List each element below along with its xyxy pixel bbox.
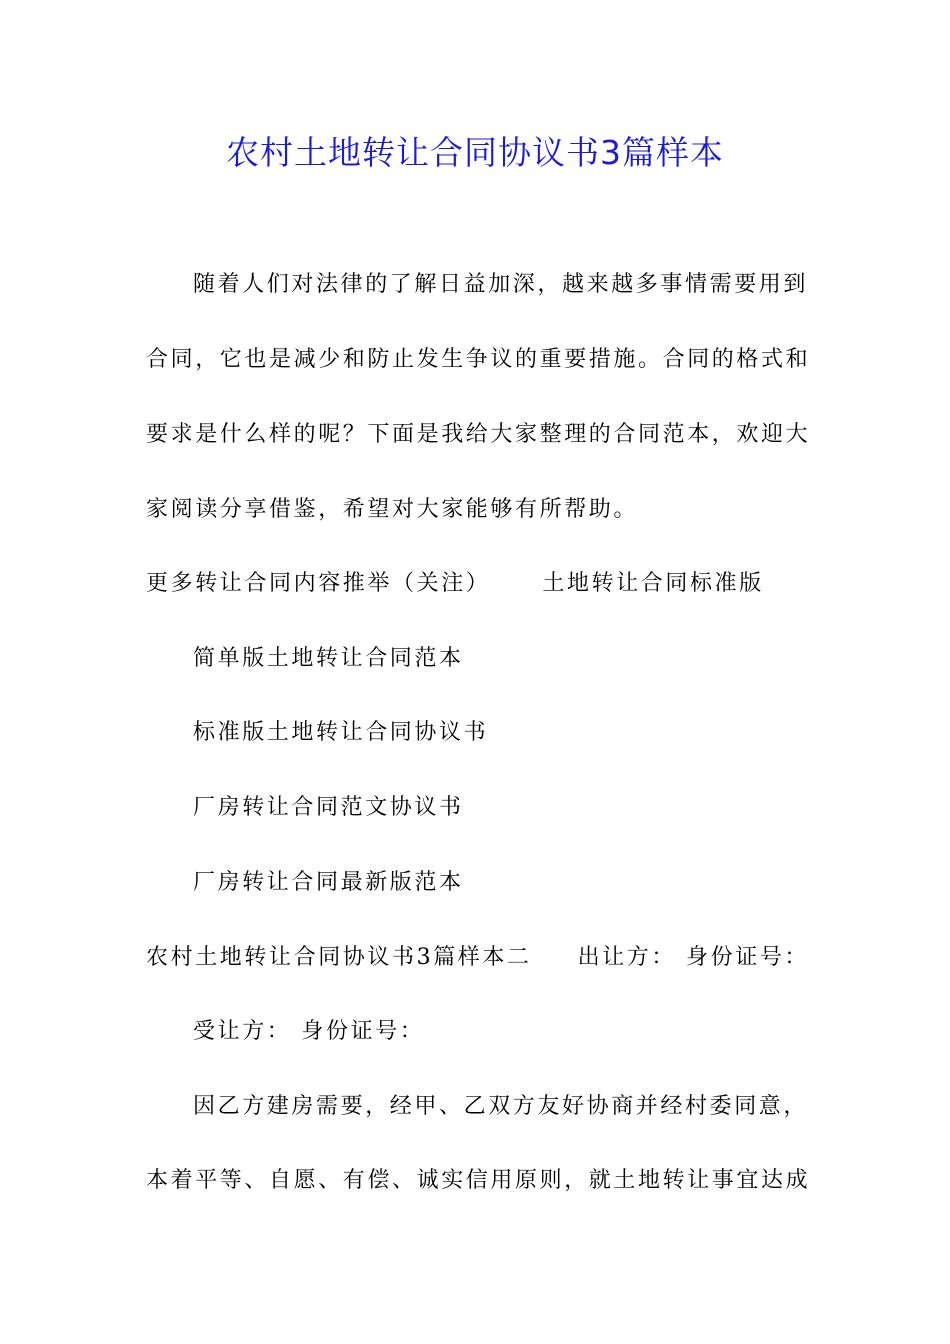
transferor-label: 出让方： [577,945,677,970]
intro-line-4: 家阅读分享借鉴，希望对大家能够有所帮助。 [146,497,639,522]
body-line-1: 因乙方建房需要，经甲、乙双方友好协商并经村委同意， [193,1094,809,1119]
transferee-id-label: 身份证号： [301,1019,425,1044]
recommend-link-2[interactable]: 简单版土地转让合同范本 [193,646,464,671]
recommend-link-5[interactable]: 厂房转让合同最新版范本 [193,870,464,895]
recommend-link-1[interactable]: 土地转让合同标准版 [542,571,764,596]
document-title: 农村土地转让合同协议书3篇样本 [226,133,724,172]
intro-line-1: 随着人们对法律的了解日益加深，越来越多事情需要用到 [193,272,809,297]
section-title: 农村土地转让合同协议书3篇样本二 [146,945,532,970]
recommend-row [146,564,764,604]
recommend-link-4[interactable]: 厂房转让合同范文协议书 [193,795,464,820]
body-line-2: 本着平等、自愿、有偿、诚实信用原则，就土地转让事宜达成 [146,1168,811,1193]
recommend-link-3[interactable]: 标准版土地转让合同协议书 [193,720,489,745]
transferee-row [193,1012,424,1052]
transferor-id-label: 身份证号： [686,945,810,970]
intro-line-3: 要求是什么样的呢？下面是我给大家整理的合同范本，欢迎大 [146,422,811,447]
transferee-label: 受让方： [193,1019,292,1044]
section-header-row [146,938,809,978]
recommend-label: 更多转让合同内容推举（关注） [146,571,491,596]
intro-line-2: 合同，它也是减少和防止发生争议的重要措施。合同的格式和 [146,347,811,372]
